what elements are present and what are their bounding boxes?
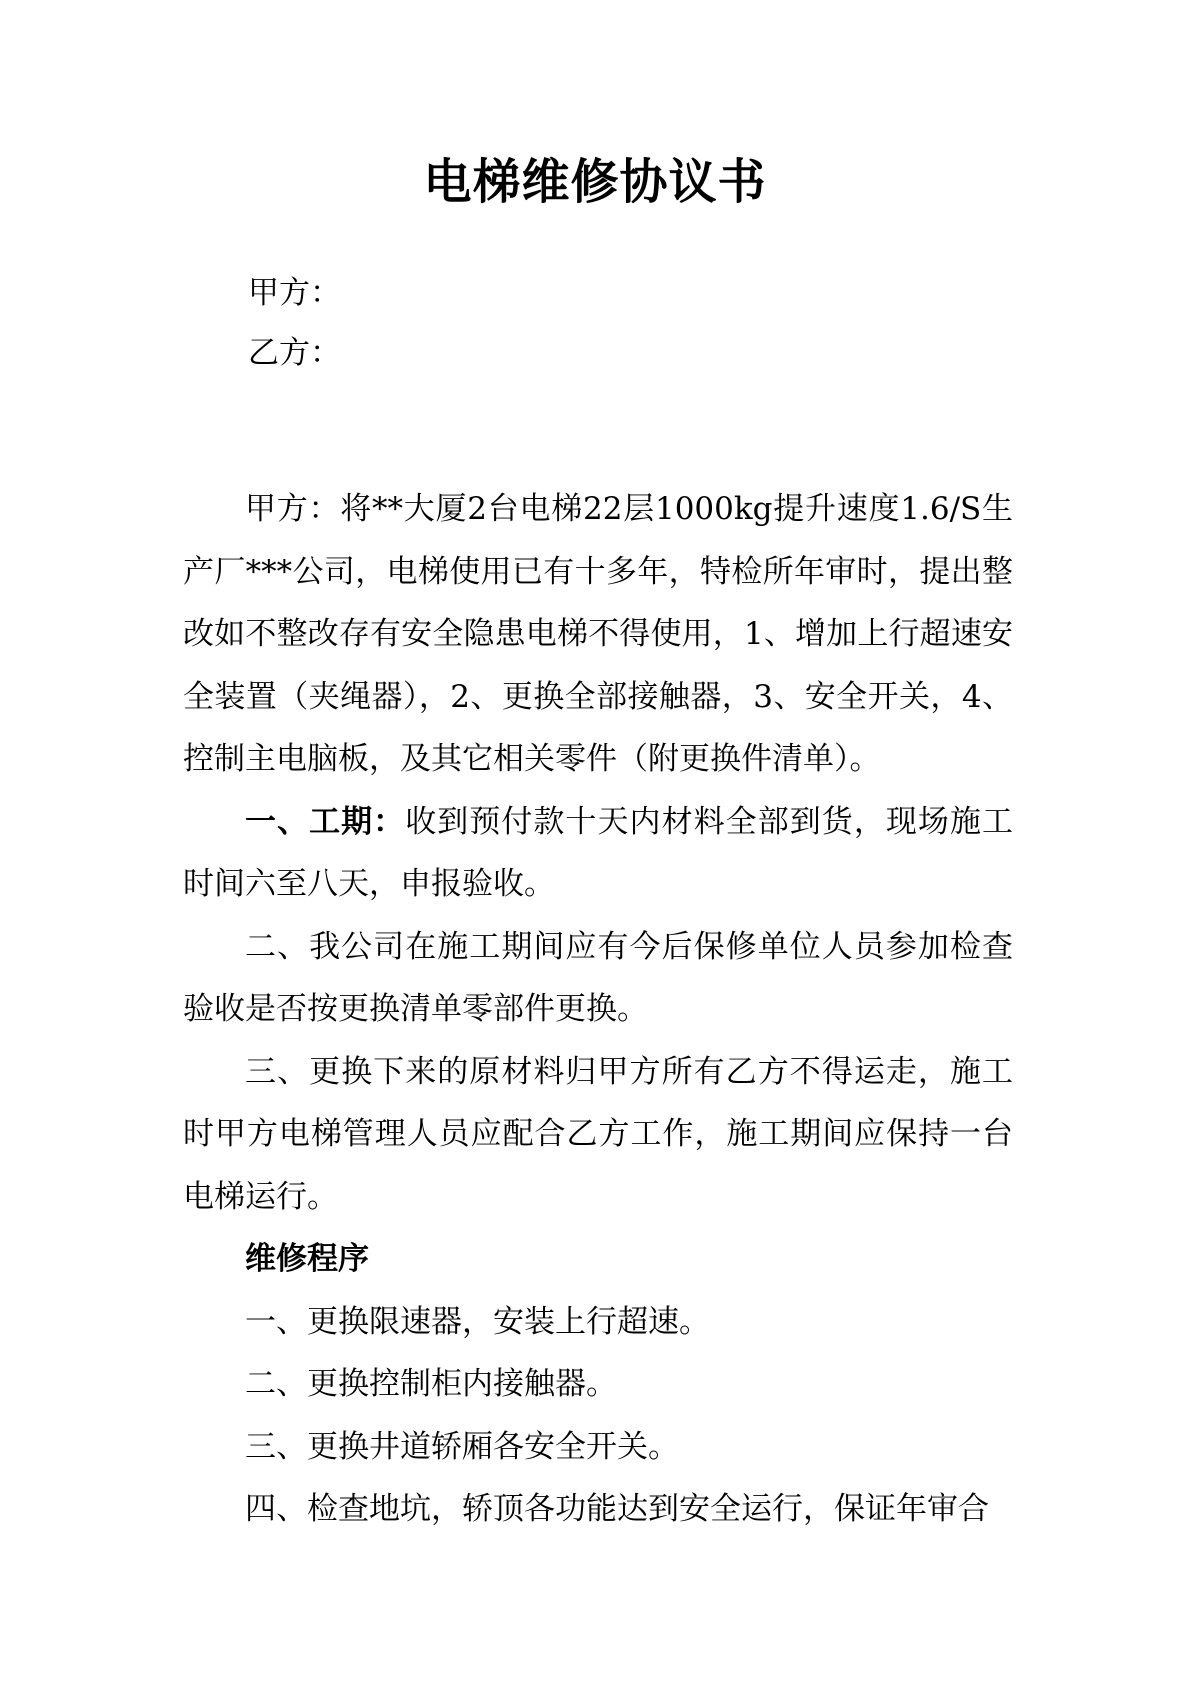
clause-1-heading: 一、工期： <box>245 803 406 840</box>
document-title: 电梯维修协议书 <box>423 154 767 210</box>
clause-2-paragraph: 二、我公司在施工期间应有今后保修单位人员参加检查验收是否按更换清单零部件更换。 <box>183 928 1013 1027</box>
intro-paragraph: 甲方：将**大厦2台电梯22层1000kg提升速度1.6/S生产厂***公司，电梯使用已有十多年，特检所年审时，提出整改如不整改存有安全隐患电梯不得使用，1、增加上行超速安全装置（夹绳器），2、更换全部接触器，3、安全开关，4、控制主电脑板，及其它相关零件（附更换件清单）。 <box>183 491 1013 777</box>
procedure-step-1: 一、更换限速器，安装上行超速。 <box>245 1303 710 1340</box>
procedure-step-4: 四、检查地坑，轿顶各功能达到安全运行，保证年审合 <box>245 1491 989 1527</box>
party-a-label: 甲方： <box>248 275 341 311</box>
procedure-heading: 维修程序 <box>245 1241 369 1277</box>
procedure-step-2: 二、更换控制柜内接触器。 <box>245 1366 617 1402</box>
document-body <box>183 478 1013 1541</box>
clause-3-paragraph: 三、更换下来的原材料归甲方所有乙方不得运走，施工时甲方电梯管理人员应配合乙方工作，施工期间应保持一台电梯运行。 <box>183 1053 1013 1215</box>
procedure-step-3: 三、更换井道轿厢各安全开关。 <box>245 1428 679 1465</box>
clause-1-paragraph <box>183 791 1013 916</box>
clause-1-text: 收到预付款十天内材料全部到货，现场施工时间六至八天，申报验收。 <box>183 803 1013 902</box>
party-b-label: 乙方： <box>248 335 341 371</box>
